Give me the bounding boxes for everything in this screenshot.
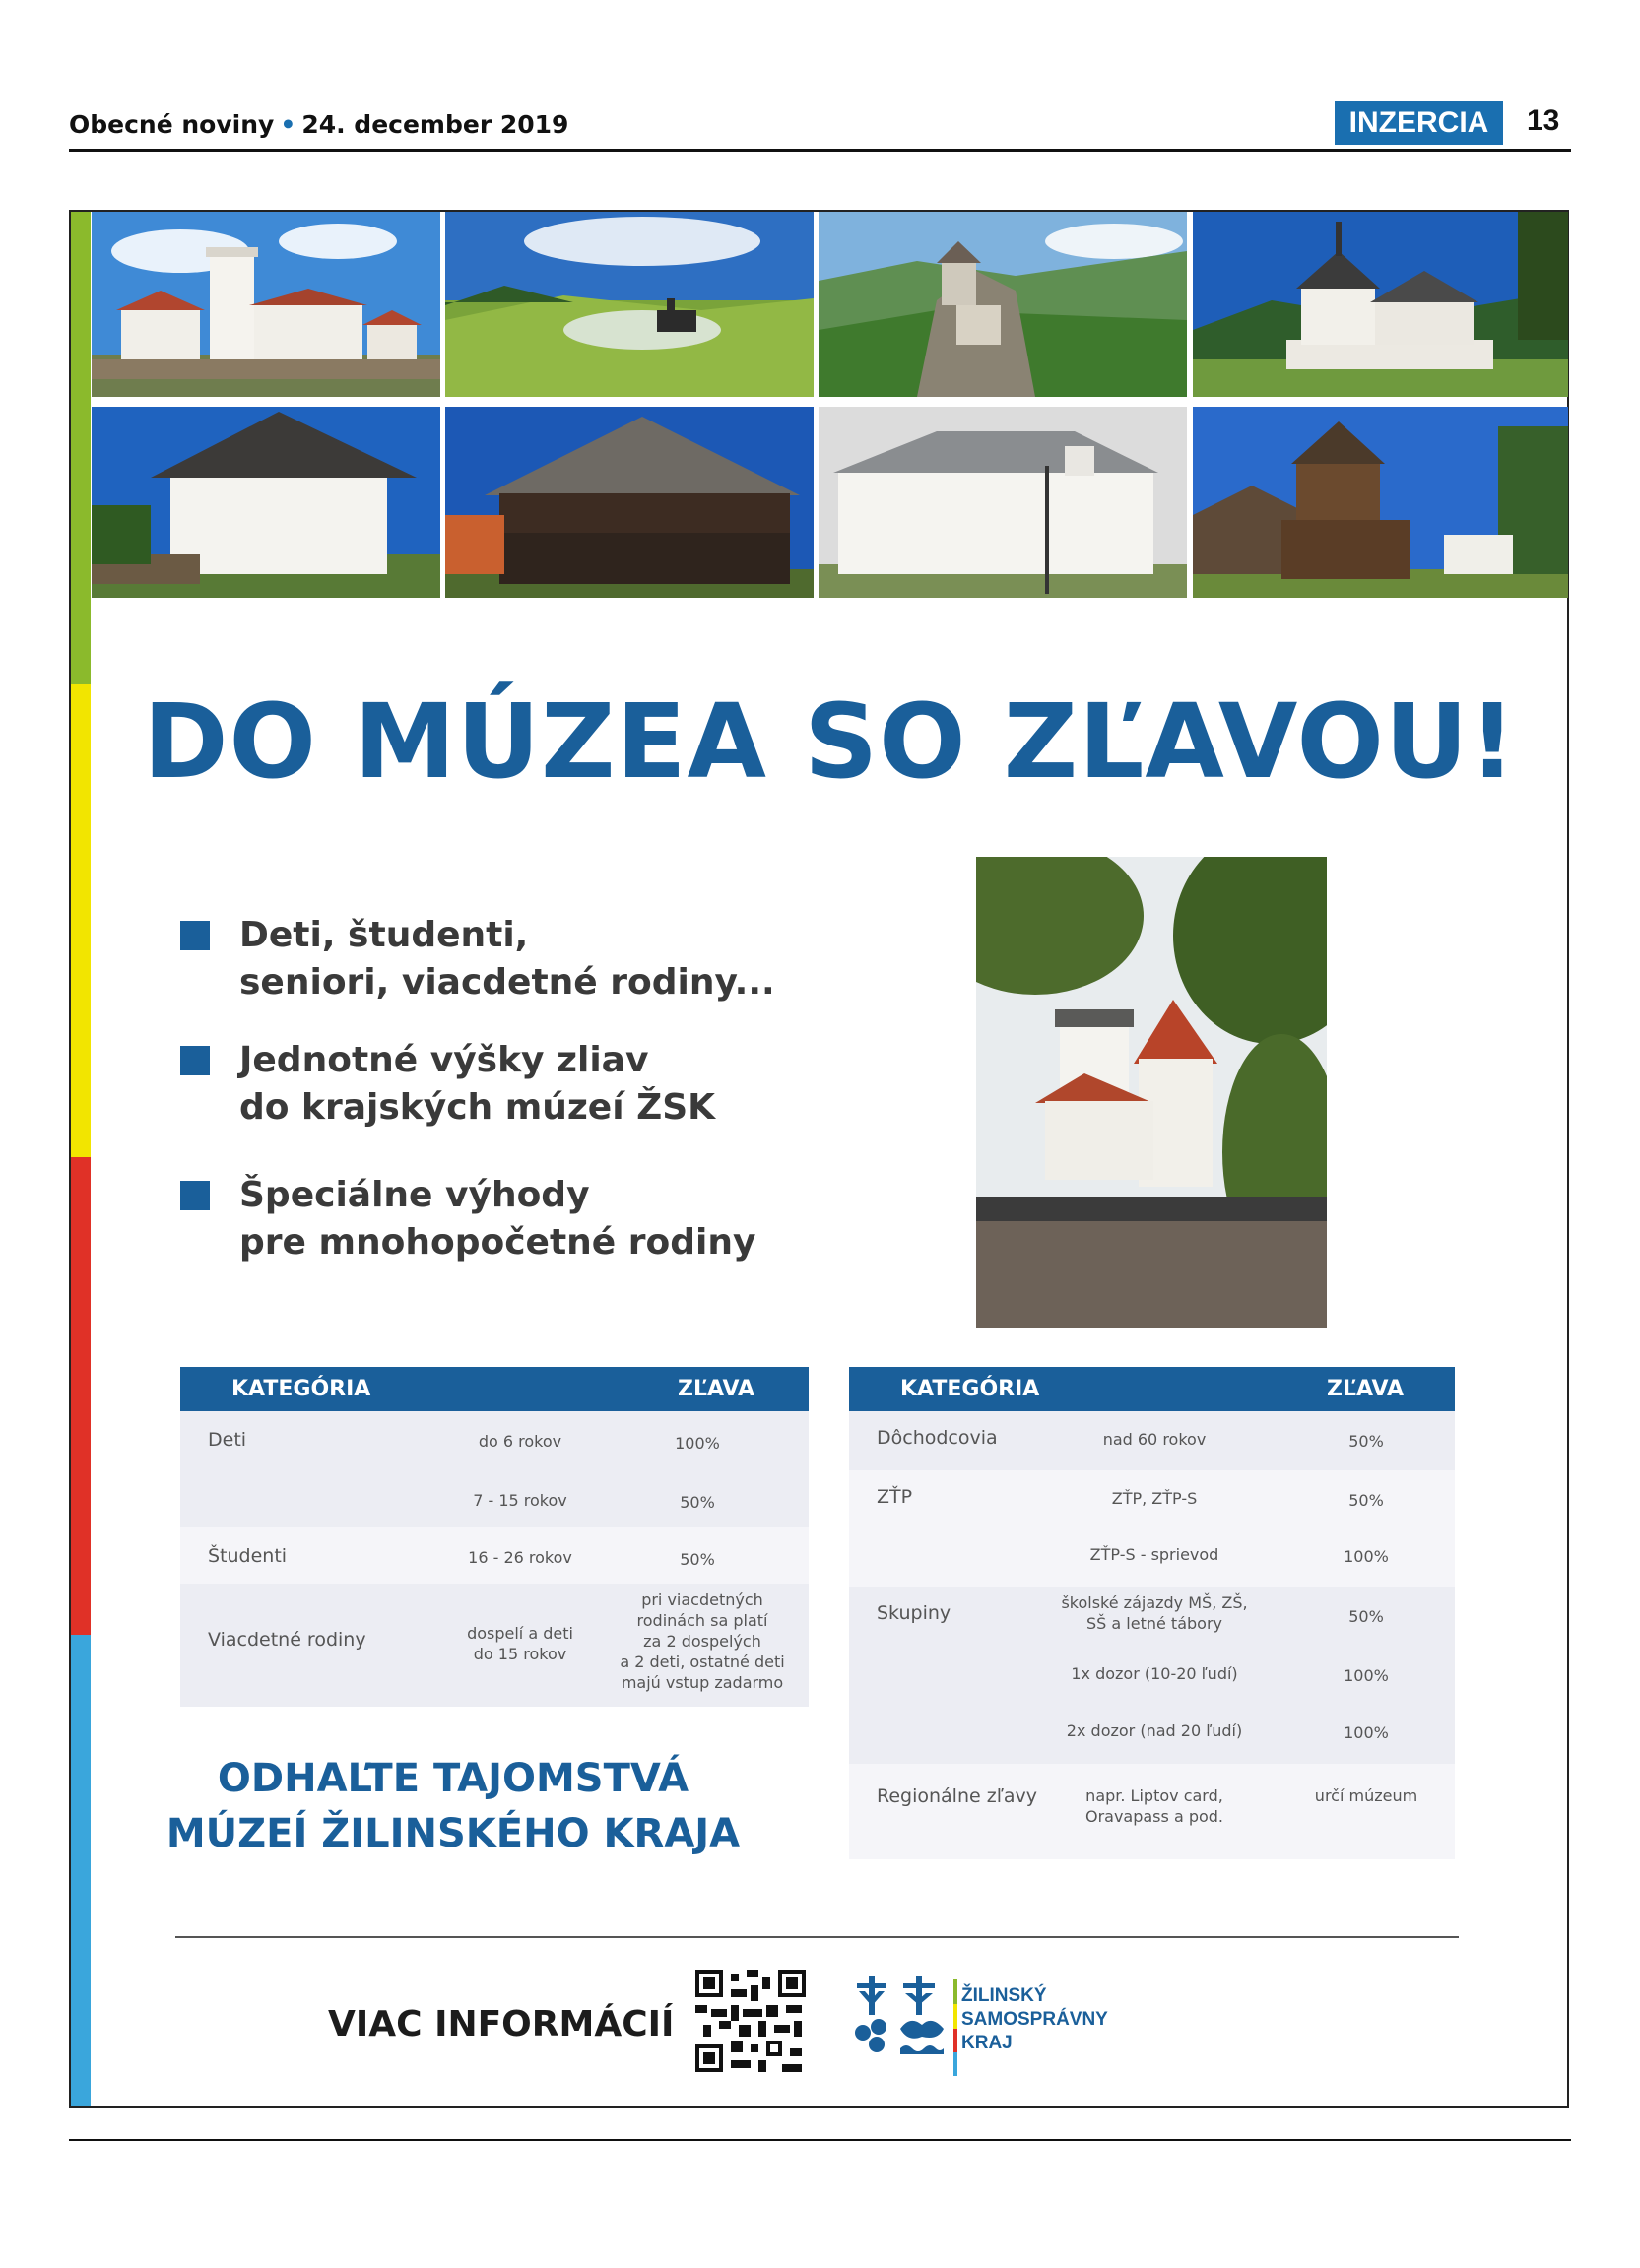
- col-category: KATEGÓRIA: [900, 1377, 1040, 1401]
- row-detail: ZŤP-S - sprievod: [1089, 1545, 1219, 1564]
- bullet-marker: [180, 1046, 210, 1075]
- discount-table-left: [180, 1367, 809, 1717]
- footer-rule: [69, 2139, 1571, 2141]
- row-detail-line: školské zájazdy MŠ, ZŠ,: [1061, 1593, 1248, 1612]
- logo-line: KRAJ: [961, 2033, 1013, 2053]
- row-discount: určí múzeum: [1314, 1786, 1418, 1805]
- bullet-3: [239, 1172, 755, 1266]
- bullet-3-line1: Špeciálne výhody: [239, 1175, 590, 1215]
- logo-line: SAMOSPRÁVNY: [961, 2009, 1108, 2030]
- row-detail-line: Oravapass a pod.: [1084, 1807, 1224, 1826]
- bullet-2-line2: do krajských múzeí ŽSK: [239, 1087, 716, 1128]
- bullet-1: [239, 912, 775, 1006]
- row-category: Regionálne zľavy: [877, 1785, 1037, 1807]
- row-detail: 16 - 26 rokov: [468, 1548, 572, 1567]
- row-discount-line: a 2 deti, ostatné deti: [620, 1652, 785, 1671]
- photo-castle-budatin: [92, 212, 440, 397]
- publication-name: Obecné noviny: [69, 110, 275, 139]
- row-detail: [446, 1623, 594, 1664]
- table-header: [849, 1367, 1455, 1411]
- slogan-line2: MÚZEÍ ŽILINSKÉHO KRAJA: [165, 1811, 741, 1856]
- info-rule: [175, 1936, 1459, 1938]
- row-category: Deti: [208, 1429, 247, 1451]
- photo-budatin-tower: [976, 857, 1327, 1328]
- row-discount: 50%: [1348, 1607, 1384, 1626]
- section-badge: INZERCIA: [1335, 101, 1503, 145]
- row-discount-line: za 2 dospelých: [643, 1632, 761, 1651]
- bullet-1-line2: seniori, viacdetné rodiny...: [239, 962, 775, 1003]
- row-category: Viacdetné rodiny: [208, 1629, 366, 1651]
- row-discount-line: majú vstup zadarmo: [621, 1673, 784, 1692]
- row-category: Skupiny: [877, 1602, 951, 1624]
- logo-line: ŽILINSKÝ: [961, 1985, 1047, 2006]
- row-discount: 100%: [1344, 1723, 1389, 1742]
- zsk-coat-of-arms-icon: [849, 1972, 948, 2062]
- more-info-label: VIAC INFORMÁCIÍ: [328, 2004, 675, 2044]
- row-detail-line: do 15 rokov: [473, 1645, 567, 1663]
- col-discount: ZĽAVA: [678, 1377, 755, 1401]
- row-detail: [1056, 1785, 1253, 1827]
- row-category: Dôchodcovia: [877, 1427, 998, 1449]
- slogan: [148, 1751, 758, 1861]
- color-strip-green: [71, 212, 91, 684]
- table-row: [849, 1587, 1455, 1764]
- photo-wooden-belfry: [1193, 407, 1568, 598]
- row-discount: 100%: [1344, 1666, 1389, 1685]
- row-detail: nad 60 rokov: [1102, 1430, 1207, 1449]
- issue-date: 24. december 2019: [301, 110, 569, 139]
- bullet-marker: [180, 921, 210, 950]
- row-discount: 50%: [680, 1550, 715, 1569]
- row-detail: do 6 rokov: [478, 1432, 562, 1451]
- page-number: 13: [1527, 104, 1560, 137]
- row-discount: 50%: [680, 1493, 715, 1512]
- row-discount: 100%: [675, 1434, 720, 1453]
- separator-dot: •: [280, 110, 296, 139]
- col-discount: ZĽAVA: [1327, 1377, 1405, 1401]
- table-header: [180, 1367, 809, 1411]
- bullet-2: [239, 1037, 715, 1132]
- bullet-marker: [180, 1181, 210, 1210]
- row-category: ZŤP: [877, 1486, 913, 1508]
- row-discount: 50%: [1348, 1432, 1384, 1451]
- table-row: [849, 1470, 1455, 1587]
- row-detail: [1046, 1592, 1263, 1634]
- qr-code-icon[interactable]: [695, 1970, 806, 2072]
- color-strip-yellow: [71, 684, 91, 1157]
- table-row: [849, 1411, 1455, 1470]
- bullet-2-line1: Jednotné výšky zliav: [239, 1040, 649, 1080]
- row-discount-line: rodinách sa platí: [636, 1611, 768, 1630]
- discount-table-right: [849, 1367, 1455, 1859]
- bullet-1-line1: Deti, študenti,: [239, 915, 529, 955]
- masthead: [69, 110, 568, 139]
- row-discount: 50%: [1348, 1491, 1384, 1510]
- table-row: [180, 1411, 809, 1527]
- row-detail-line: SŠ a letné tábory: [1086, 1614, 1222, 1633]
- row-detail: ZŤP, ZŤP-S: [1111, 1489, 1198, 1508]
- photo-church-pribylina: [1193, 212, 1568, 397]
- photo-white-manor: [92, 407, 440, 598]
- row-discount-line: pri viacdetných: [641, 1590, 763, 1609]
- ad-title: DO MÚZEA SO ZĽAVOU!: [143, 681, 1517, 802]
- slogan-line1: ODHAĽTE TAJOMSTVÁ: [217, 1756, 689, 1801]
- row-detail: 2x dozor (nad 20 ľudí): [1066, 1721, 1243, 1740]
- row-detail-line: napr. Liptov card,: [1085, 1786, 1223, 1805]
- logo-divider: [953, 1979, 957, 2076]
- photo-steam-train: [445, 212, 814, 397]
- row-category: Študenti: [208, 1545, 288, 1567]
- table-row: [849, 1764, 1455, 1859]
- color-strip-blue: [71, 1635, 91, 2106]
- bullet-3-line2: pre mnohopočetné rodiny: [239, 1222, 756, 1263]
- row-detail: 7 - 15 rokov: [473, 1491, 567, 1510]
- color-strip-red: [71, 1157, 91, 1635]
- row-detail-line: dospelí a deti: [467, 1624, 573, 1643]
- row-detail: 1x dozor (10-20 ľudí): [1071, 1664, 1238, 1683]
- col-category: KATEGÓRIA: [231, 1377, 371, 1401]
- header-rule: [69, 149, 1571, 152]
- row-discount: [614, 1589, 791, 1693]
- photo-painted-house-cicmany: [445, 407, 814, 598]
- photo-orava-castle: [819, 212, 1187, 397]
- photo-manor-house: [819, 407, 1187, 598]
- row-discount: 100%: [1344, 1547, 1389, 1566]
- zsk-logo-text: [961, 1984, 1108, 2055]
- table-row: [180, 1584, 809, 1707]
- table-row: [180, 1527, 809, 1584]
